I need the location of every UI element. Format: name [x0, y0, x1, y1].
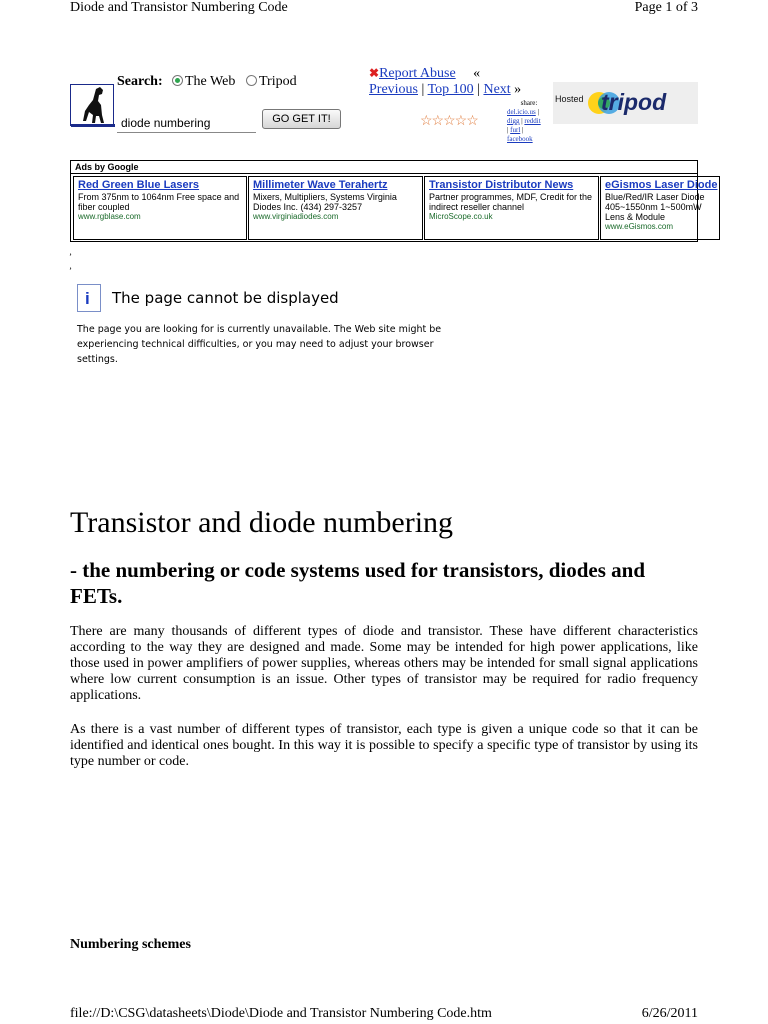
next-link[interactable]: Next [483, 82, 511, 97]
nav-separator: | [418, 82, 428, 97]
ad-item[interactable] [248, 176, 423, 240]
dog-icon [71, 85, 115, 127]
print-footer-date: 6/26/2011 [641, 1006, 698, 1021]
ad-title-link[interactable]: eGismos Laser Diode [605, 179, 718, 191]
error-title: The page cannot be displayed [112, 289, 339, 307]
nav-separator: | [473, 82, 484, 97]
section-heading: Numbering schemes [70, 937, 191, 952]
ad-item[interactable] [424, 176, 599, 240]
next-arrow: » [510, 82, 522, 97]
ad-item[interactable] [600, 176, 720, 240]
share-links: share: del.icio.us | digg | reddit | furl | facebook [507, 99, 551, 144]
print-footer-path: file://D:\CSG\datasheets\Diode\Diode and Transistor Numbering Code.htm [70, 1006, 492, 1021]
page-title: Transistor and diode numbering [70, 506, 454, 539]
page-subtitle: - the numbering or code systems used for transistors, diodes and FETs. [70, 558, 645, 608]
ad-description: Partner programmes, MDF, Credit for the indirect reseller channel [429, 192, 593, 212]
radio-selected-icon [172, 75, 183, 86]
ads-by-google [70, 160, 718, 242]
top-100-link[interactable]: Top 100 [427, 82, 474, 97]
ads-header: Ads by Google [75, 162, 139, 172]
radio-the-web-label: The Web [185, 74, 236, 89]
go-get-it-button[interactable]: GO GET IT! [262, 109, 341, 129]
ad-title-link[interactable]: Millimeter Wave Terahertz [253, 179, 388, 191]
report-abuse-icon: ✖ [369, 66, 380, 80]
stray-mark: ʼ [69, 266, 72, 276]
share-furl-link[interactable]: furl [510, 126, 521, 134]
share-delicious-link[interactable]: del.icio.us [507, 108, 536, 116]
tripod-wordmark: tripod [601, 89, 667, 115]
info-icon: i [77, 284, 101, 312]
paragraph-2: As there is a vast number of different types of transistor, each type is given a unique code so that it can be identified and identical ones bought. In this way it is possible to specify a specific type of transistor by using its type number or code. [70, 722, 698, 769]
ad-url[interactable]: www.eGismos.com [605, 222, 674, 231]
previous-link[interactable]: Previous [369, 82, 418, 97]
ad-url[interactable]: MicroScope.co.uk [429, 212, 493, 221]
ad-description: Blue/Red/IR Laser Diode 405~1550nm 1~500mW Lens & Module [605, 192, 705, 222]
search-input[interactable] [117, 113, 256, 133]
error-message: The page you are looking for is currently unavailable. The Web site might be experiencing technical difficulties, or you may need to adjust your browser settings. [77, 324, 442, 365]
stray-mark: ʼ [69, 252, 72, 262]
share-facebook-link[interactable]: facebook [507, 135, 533, 143]
radio-tripod-label: Tripod [259, 74, 297, 89]
ad-item[interactable] [73, 176, 247, 240]
ad-title-link[interactable]: Red Green Blue Lasers [78, 179, 200, 191]
ad-url[interactable]: www.virginiadiodes.com [253, 212, 339, 221]
radio-the-web[interactable] [172, 74, 235, 90]
search-label: Search: [117, 74, 163, 89]
share-reddit-link[interactable]: reddit [524, 117, 541, 125]
paragraph-1: There are many thousands of different types of diode and transistor. These have different characteristics according to the way they are designed and made. Some may be intended for high power applications, like those used in power amplifiers of power supplies, whereas others may be intended for small signal applications where low current consumption is an issue. Other types of transistor may be required for radio frequency applications. [70, 624, 698, 703]
radio-tripod[interactable] [246, 74, 297, 90]
ad-url[interactable]: www.rgblase.com [78, 212, 141, 221]
ad-title-link[interactable]: Transistor Distributor News [429, 179, 574, 191]
rating-stars[interactable]: ☆☆☆☆☆ [420, 114, 478, 129]
prev-arrow: « [473, 66, 481, 81]
share-digg-link[interactable]: digg [507, 117, 520, 125]
top-nav-links [369, 65, 559, 98]
share-label: share: [520, 99, 538, 107]
share-separator: | [519, 117, 525, 125]
ad-description: Mixers, Multipliers, Systems Virginia Diodes Inc. (434) 297-3257 [253, 192, 397, 212]
ads-divider [71, 173, 697, 174]
print-page-number: Page 1 of 3 [634, 0, 698, 15]
print-header-title: Diode and Transistor Numbering Code [70, 0, 288, 15]
hosted-label: Hosted [555, 94, 584, 104]
hosted-by-tripod-banner[interactable] [553, 82, 698, 124]
dog-logo[interactable] [70, 84, 114, 126]
radio-unselected-icon [246, 75, 257, 86]
ad-description: From 375nm to 1064nm Free space and fiber coupled [78, 192, 240, 212]
report-abuse-link[interactable]: Report Abuse [379, 66, 456, 81]
